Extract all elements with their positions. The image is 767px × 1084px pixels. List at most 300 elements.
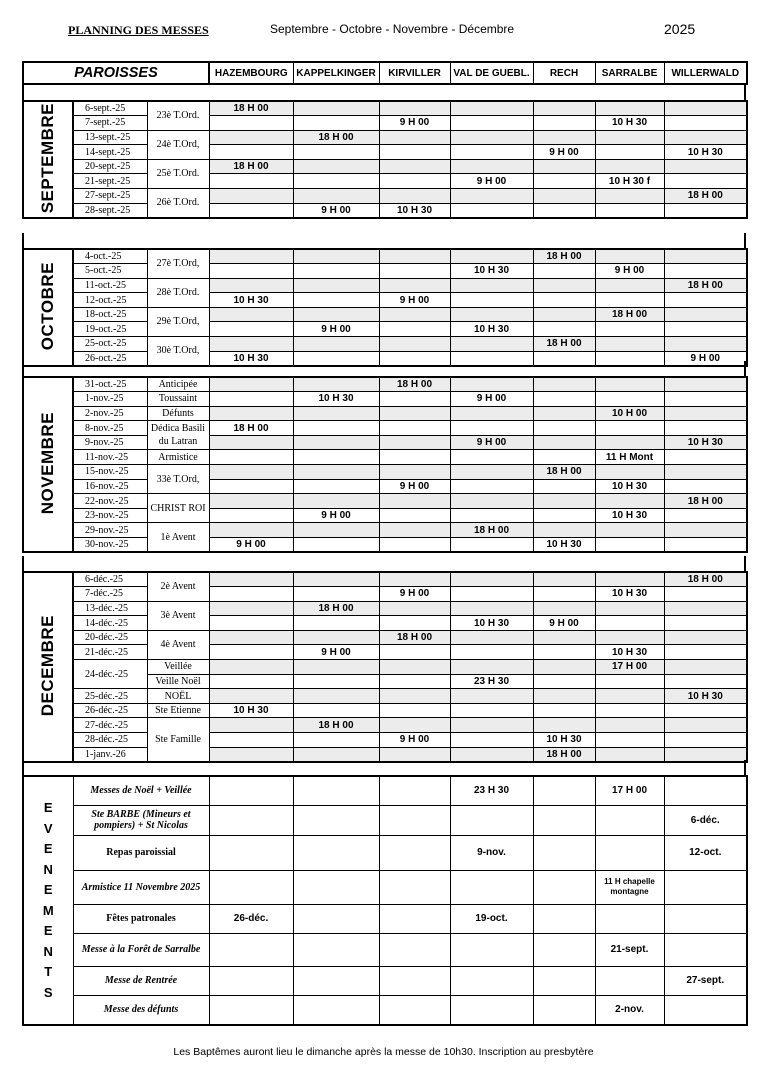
occasion-cell: NOËL	[147, 689, 209, 704]
table-row	[23, 203, 747, 218]
date-cell: 30-nov.-25	[73, 538, 147, 553]
month-block	[22, 571, 748, 763]
mass-time-cell: 10 H 30	[664, 689, 747, 704]
event-cell	[595, 805, 664, 835]
mass-time-cell	[293, 494, 379, 509]
event-cell: 21-sept.	[595, 933, 664, 966]
mass-time-cell	[533, 523, 595, 538]
mass-time-cell	[664, 293, 747, 308]
date-cell: 12-oct.-25	[73, 293, 147, 308]
mass-time-cell	[450, 689, 533, 704]
event-cell	[379, 966, 450, 995]
mass-time-cell	[209, 249, 293, 264]
events-letter: V	[43, 820, 53, 836]
mass-time-cell	[209, 322, 293, 337]
mass-time-cell: 9 H 00	[293, 645, 379, 660]
date-cell: 6-sept.-25	[73, 101, 147, 116]
event-cell	[209, 805, 293, 835]
mass-time-cell	[664, 523, 747, 538]
mass-time-cell	[293, 377, 379, 392]
date-cell: 27-sept.-25	[73, 189, 147, 204]
mass-time-cell	[595, 293, 664, 308]
mass-time-cell	[664, 703, 747, 718]
mass-time-cell	[293, 465, 379, 480]
year-label: 2025	[664, 21, 696, 37]
mass-time-cell: 10 H 30	[533, 733, 595, 748]
event-cell	[533, 966, 595, 995]
mass-time-cell	[379, 130, 450, 145]
event-cell	[533, 805, 595, 835]
mass-time-cell	[595, 322, 664, 337]
occasion-cell: CHRIST ROI	[147, 494, 209, 523]
month-label: SEPTEMBRE	[23, 101, 73, 218]
mass-time-cell: 18 H 00	[450, 523, 533, 538]
mass-time-cell	[664, 203, 747, 218]
mass-time-cell: 10 H 30	[209, 703, 293, 718]
date-cell: 14-sept.-25	[73, 145, 147, 160]
mass-time-cell	[209, 479, 293, 494]
mass-time-cell	[379, 616, 450, 631]
mass-time-cell	[533, 392, 595, 407]
month-block	[22, 248, 748, 367]
mass-time-cell	[209, 392, 293, 407]
page-title: PLANNING DES MESSES	[68, 23, 209, 37]
parish-header: RECH	[533, 62, 595, 84]
mass-time-cell: 9 H 00	[293, 508, 379, 523]
occasion-cell: Veillée	[147, 660, 209, 675]
mass-time-cell	[293, 101, 379, 116]
table-row	[23, 494, 747, 509]
mass-time-cell	[595, 145, 664, 160]
mass-time-cell	[450, 307, 533, 322]
event-row	[23, 870, 747, 904]
mass-time-cell	[533, 689, 595, 704]
mass-time-cell: 10 H 30	[595, 587, 664, 602]
date-cell: 6-déc.-25	[73, 572, 147, 587]
mass-time-cell	[595, 435, 664, 450]
mass-time-cell	[379, 572, 450, 587]
table-row	[23, 538, 747, 553]
mass-time-cell: 23 H 30	[450, 674, 533, 689]
mass-time-cell	[533, 101, 595, 116]
event-cell	[209, 933, 293, 966]
mass-time-cell	[664, 601, 747, 616]
mass-time-cell	[664, 307, 747, 322]
mass-time-cell	[379, 392, 450, 407]
event-cell	[293, 776, 379, 805]
mass-time-cell: 10 H 30	[595, 116, 664, 131]
parish-header: WILLERWALD	[664, 62, 747, 84]
occasion-cell: Veille Noël	[147, 674, 209, 689]
mass-time-cell	[450, 450, 533, 465]
mass-time-cell: 18 H 00	[595, 307, 664, 322]
occasion-cell: 33è T.Ord,	[147, 465, 209, 494]
event-row	[23, 805, 747, 835]
mass-time-cell	[595, 337, 664, 352]
date-cell: 1-janv.-26	[73, 747, 147, 762]
event-cell: 26-déc.	[209, 904, 293, 933]
event-cell	[450, 995, 533, 1025]
events-letter: E	[43, 800, 53, 815]
month-block	[22, 100, 748, 219]
events-letter: M	[42, 902, 54, 918]
mass-time-cell	[293, 145, 379, 160]
event-cell	[209, 995, 293, 1025]
mass-time-cell	[450, 660, 533, 675]
mass-time-cell: 11 H Mont	[595, 450, 664, 465]
mass-time-cell: 10 H 30	[450, 616, 533, 631]
mass-time-cell: 18 H 00	[293, 130, 379, 145]
table-row	[23, 630, 747, 645]
mass-time-cell	[595, 523, 664, 538]
mass-time-cell: 18 H 00	[533, 747, 595, 762]
event-cell	[533, 995, 595, 1025]
mass-time-cell	[664, 101, 747, 116]
mass-time-cell	[293, 674, 379, 689]
table-row	[23, 479, 747, 494]
mass-time-cell	[379, 660, 450, 675]
mass-time-cell: 9 H 00	[379, 116, 450, 131]
mass-time-cell	[664, 465, 747, 480]
event-cell	[379, 805, 450, 835]
date-cell: 7-déc.-25	[73, 587, 147, 602]
mass-time-cell	[450, 101, 533, 116]
date-cell: 15-nov.-25	[73, 465, 147, 480]
occasion-cell: 1è Avent	[147, 523, 209, 552]
event-cell	[450, 805, 533, 835]
mass-time-cell	[379, 645, 450, 660]
event-label: Fêtes patronales	[73, 904, 209, 933]
mass-time-cell	[379, 337, 450, 352]
date-cell: 2-nov.-25	[73, 406, 147, 421]
mass-time-cell	[664, 645, 747, 660]
mass-time-cell	[450, 703, 533, 718]
mass-time-cell	[533, 572, 595, 587]
event-cell: 17 H 00	[595, 776, 664, 805]
mass-time-cell	[450, 337, 533, 352]
mass-time-cell	[450, 189, 533, 204]
table-row	[23, 689, 747, 704]
mass-time-cell	[533, 435, 595, 450]
events-letter: E	[43, 882, 53, 897]
mass-time-cell	[533, 587, 595, 602]
mass-time-cell	[209, 116, 293, 131]
event-cell	[595, 966, 664, 995]
table-row	[23, 101, 747, 116]
mass-time-cell	[293, 116, 379, 131]
mass-time-cell: 9 H 00	[533, 145, 595, 160]
event-cell: 27-sept.	[664, 966, 747, 995]
date-cell: 19-oct.-25	[73, 322, 147, 337]
mass-time-cell	[664, 130, 747, 145]
mass-time-cell	[450, 601, 533, 616]
month-label: NOVEMBRE	[23, 377, 73, 552]
mass-time-cell	[379, 523, 450, 538]
mass-time-cell	[664, 733, 747, 748]
mass-time-cell	[664, 479, 747, 494]
date-cell: 29-nov.-25	[73, 523, 147, 538]
mass-time-cell	[533, 674, 595, 689]
event-cell	[293, 870, 379, 904]
month-label: OCTOBRE	[23, 249, 73, 366]
event-cell	[450, 933, 533, 966]
mass-time-cell: 18 H 00	[664, 572, 747, 587]
mass-time-cell	[293, 435, 379, 450]
mass-time-cell	[209, 377, 293, 392]
mass-time-cell	[379, 450, 450, 465]
occasion-cell: 3è Avent	[147, 601, 209, 630]
mass-time-cell: 10 H 30	[595, 508, 664, 523]
mass-time-cell	[450, 630, 533, 645]
section-spacer	[22, 760, 746, 775]
mass-time-cell	[450, 159, 533, 174]
mass-time-cell	[533, 406, 595, 421]
date-cell: 4-oct.-25	[73, 249, 147, 264]
mass-time-cell	[293, 421, 379, 436]
mass-time-cell: 10 H 30	[209, 293, 293, 308]
event-row	[23, 966, 747, 995]
mass-time-cell	[379, 494, 450, 509]
event-cell	[379, 835, 450, 870]
mass-time-cell	[595, 392, 664, 407]
event-row	[23, 904, 747, 933]
mass-time-cell	[595, 674, 664, 689]
date-cell: 25-déc.-25	[73, 689, 147, 704]
mass-time-cell: 9 H 00	[379, 733, 450, 748]
mass-time-cell	[595, 689, 664, 704]
mass-time-cell	[209, 337, 293, 352]
event-cell	[533, 904, 595, 933]
event-cell	[209, 776, 293, 805]
mass-time-cell	[209, 450, 293, 465]
mass-time-cell	[450, 538, 533, 553]
mass-time-cell: 18 H 00	[209, 421, 293, 436]
date-cell: 9-nov.-25	[73, 435, 147, 450]
mass-time-cell: 10 H 30	[379, 203, 450, 218]
occasion-cell: 26è T.Ord.	[147, 189, 209, 218]
mass-time-cell: 9 H 00	[209, 538, 293, 553]
mass-time-cell	[533, 450, 595, 465]
event-cell	[450, 870, 533, 904]
mass-time-cell	[293, 733, 379, 748]
mass-time-cell: 10 H 30	[209, 351, 293, 366]
event-cell	[379, 933, 450, 966]
mass-time-cell	[595, 421, 664, 436]
date-cell: 8-nov.-25	[73, 421, 147, 436]
mass-time-cell: 18 H 00	[293, 601, 379, 616]
mass-time-cell	[293, 479, 379, 494]
event-row	[23, 835, 747, 870]
mass-time-cell	[595, 130, 664, 145]
mass-time-cell	[209, 174, 293, 189]
table-row	[23, 645, 747, 660]
events-letter: T	[44, 964, 53, 979]
date-cell: 21-déc.-25	[73, 645, 147, 660]
mass-time-cell	[595, 203, 664, 218]
mass-time-cell	[595, 159, 664, 174]
mass-time-cell	[450, 145, 533, 160]
mass-time-cell	[450, 718, 533, 733]
date-cell: 24-déc.-25	[73, 660, 147, 689]
event-cell: 11 H chapelle montagne	[595, 870, 664, 904]
mass-time-cell	[293, 630, 379, 645]
events-letter: E	[43, 841, 53, 856]
mass-time-cell	[533, 601, 595, 616]
date-cell: 5-oct.-25	[73, 264, 147, 279]
event-cell: 19-oct.	[450, 904, 533, 933]
table-row	[23, 406, 747, 421]
mass-time-cell	[664, 718, 747, 733]
event-cell	[209, 966, 293, 995]
mass-time-cell	[595, 249, 664, 264]
mass-time-cell	[379, 189, 450, 204]
mass-time-cell	[209, 630, 293, 645]
event-cell	[533, 776, 595, 805]
mass-time-cell: 10 H 30	[450, 264, 533, 279]
mass-time-cell	[209, 189, 293, 204]
mass-time-cell	[595, 703, 664, 718]
mass-time-cell	[533, 494, 595, 509]
mass-time-cell	[450, 377, 533, 392]
event-cell	[664, 904, 747, 933]
mass-time-cell	[209, 523, 293, 538]
mass-time-cell: 9 H 00	[379, 587, 450, 602]
occasion-cell: Armistice	[147, 450, 209, 465]
event-cell	[379, 904, 450, 933]
event-label: Armistice 11 Novembre 2025	[73, 870, 209, 904]
mass-time-cell	[664, 538, 747, 553]
event-cell	[293, 933, 379, 966]
mass-time-cell	[379, 674, 450, 689]
mass-time-cell	[533, 718, 595, 733]
mass-time-cell: 10 H 30	[450, 322, 533, 337]
mass-time-cell	[209, 674, 293, 689]
mass-time-cell	[293, 337, 379, 352]
mass-time-cell	[595, 538, 664, 553]
mass-time-cell	[595, 278, 664, 293]
event-cell	[533, 933, 595, 966]
occasion-cell: Dédica Basili du Latran	[147, 421, 209, 450]
mass-time-cell	[595, 630, 664, 645]
mass-time-cell	[379, 159, 450, 174]
mass-time-cell	[533, 479, 595, 494]
mass-time-cell	[533, 421, 595, 436]
mass-time-cell	[533, 159, 595, 174]
mass-time-cell	[450, 421, 533, 436]
table-row	[23, 322, 747, 337]
mass-time-cell	[664, 377, 747, 392]
event-cell	[293, 995, 379, 1025]
mass-time-cell: 10 H 00	[595, 406, 664, 421]
mass-time-cell	[379, 689, 450, 704]
mass-time-cell	[209, 587, 293, 602]
mass-time-cell	[664, 392, 747, 407]
mass-time-cell	[664, 508, 747, 523]
mass-time-cell: 18 H 00	[664, 278, 747, 293]
mass-time-cell: 17 H 00	[595, 660, 664, 675]
mass-time-cell	[379, 278, 450, 293]
mass-time-cell	[293, 689, 379, 704]
parish-header: SARRALBE	[595, 62, 664, 84]
mass-time-cell: 9 H 00	[379, 293, 450, 308]
event-cell: 6-déc.	[664, 805, 747, 835]
mass-time-cell	[379, 406, 450, 421]
event-row	[23, 995, 747, 1025]
mass-time-cell: 18 H 00	[209, 101, 293, 116]
event-label: Messes de Noël + Veillée	[73, 776, 209, 805]
mass-time-cell	[293, 249, 379, 264]
table-row	[23, 116, 747, 131]
mass-time-cell	[664, 337, 747, 352]
date-cell: 26-oct.-25	[73, 351, 147, 366]
mass-time-cell	[209, 718, 293, 733]
event-row	[23, 933, 747, 966]
mass-time-cell: 9 H 00	[293, 322, 379, 337]
mass-time-cell	[595, 494, 664, 509]
mass-time-cell	[209, 733, 293, 748]
table-row	[23, 249, 747, 264]
mass-time-cell	[379, 703, 450, 718]
mass-time-cell	[450, 733, 533, 748]
date-cell: 28-déc.-25	[73, 733, 147, 748]
mass-time-cell	[209, 601, 293, 616]
mass-time-cell	[209, 508, 293, 523]
mass-time-cell	[450, 645, 533, 660]
table-row	[23, 421, 747, 436]
mass-time-cell	[664, 249, 747, 264]
mass-time-cell	[450, 587, 533, 602]
date-cell: 25-oct.-25	[73, 337, 147, 352]
mass-time-cell	[533, 508, 595, 523]
occasion-cell: 4è Avent	[147, 630, 209, 659]
parish-header: KIRVILLER	[379, 62, 450, 84]
event-cell	[293, 904, 379, 933]
footer-note: Les Baptêmes auront lieu le dimanche après la messe de 10h30. Inscription au presbytère	[173, 1046, 594, 1058]
mass-time-cell	[293, 538, 379, 553]
occasion-cell: Toussaint	[147, 392, 209, 407]
month-label: DECEMBRE	[23, 572, 73, 762]
event-cell	[293, 805, 379, 835]
mass-time-cell: 9 H 00	[450, 174, 533, 189]
date-cell: 13-déc.-25	[73, 601, 147, 616]
mass-time-cell	[533, 307, 595, 322]
date-cell: 27-déc.-25	[73, 718, 147, 733]
mass-time-cell	[293, 278, 379, 293]
occasion-cell: Anticipée	[147, 377, 209, 392]
table-row	[23, 145, 747, 160]
events-letter: N	[43, 943, 53, 959]
mass-time-cell	[209, 406, 293, 421]
event-label: Messe à la Forêt de Sarralbe	[73, 933, 209, 966]
mass-time-cell	[533, 264, 595, 279]
date-cell: 23-nov.-25	[73, 508, 147, 523]
mass-time-cell	[533, 278, 595, 293]
table-row	[23, 465, 747, 480]
event-cell	[209, 870, 293, 904]
occasion-cell: Ste Famille	[147, 718, 209, 762]
mass-time-cell: 18 H 00	[379, 377, 450, 392]
date-cell: 16-nov.-25	[73, 479, 147, 494]
event-row	[23, 776, 747, 805]
occasion-cell: Ste Etienne	[147, 703, 209, 718]
page-subtitle: Septembre - Octobre - Novembre - Décembre	[270, 22, 515, 36]
mass-time-cell: 10 H 30	[595, 645, 664, 660]
mass-time-cell: 18 H 00	[664, 494, 747, 509]
mass-time-cell	[293, 616, 379, 631]
mass-time-cell: 9 H 00	[595, 264, 664, 279]
event-cell	[664, 933, 747, 966]
table-row	[23, 703, 747, 718]
